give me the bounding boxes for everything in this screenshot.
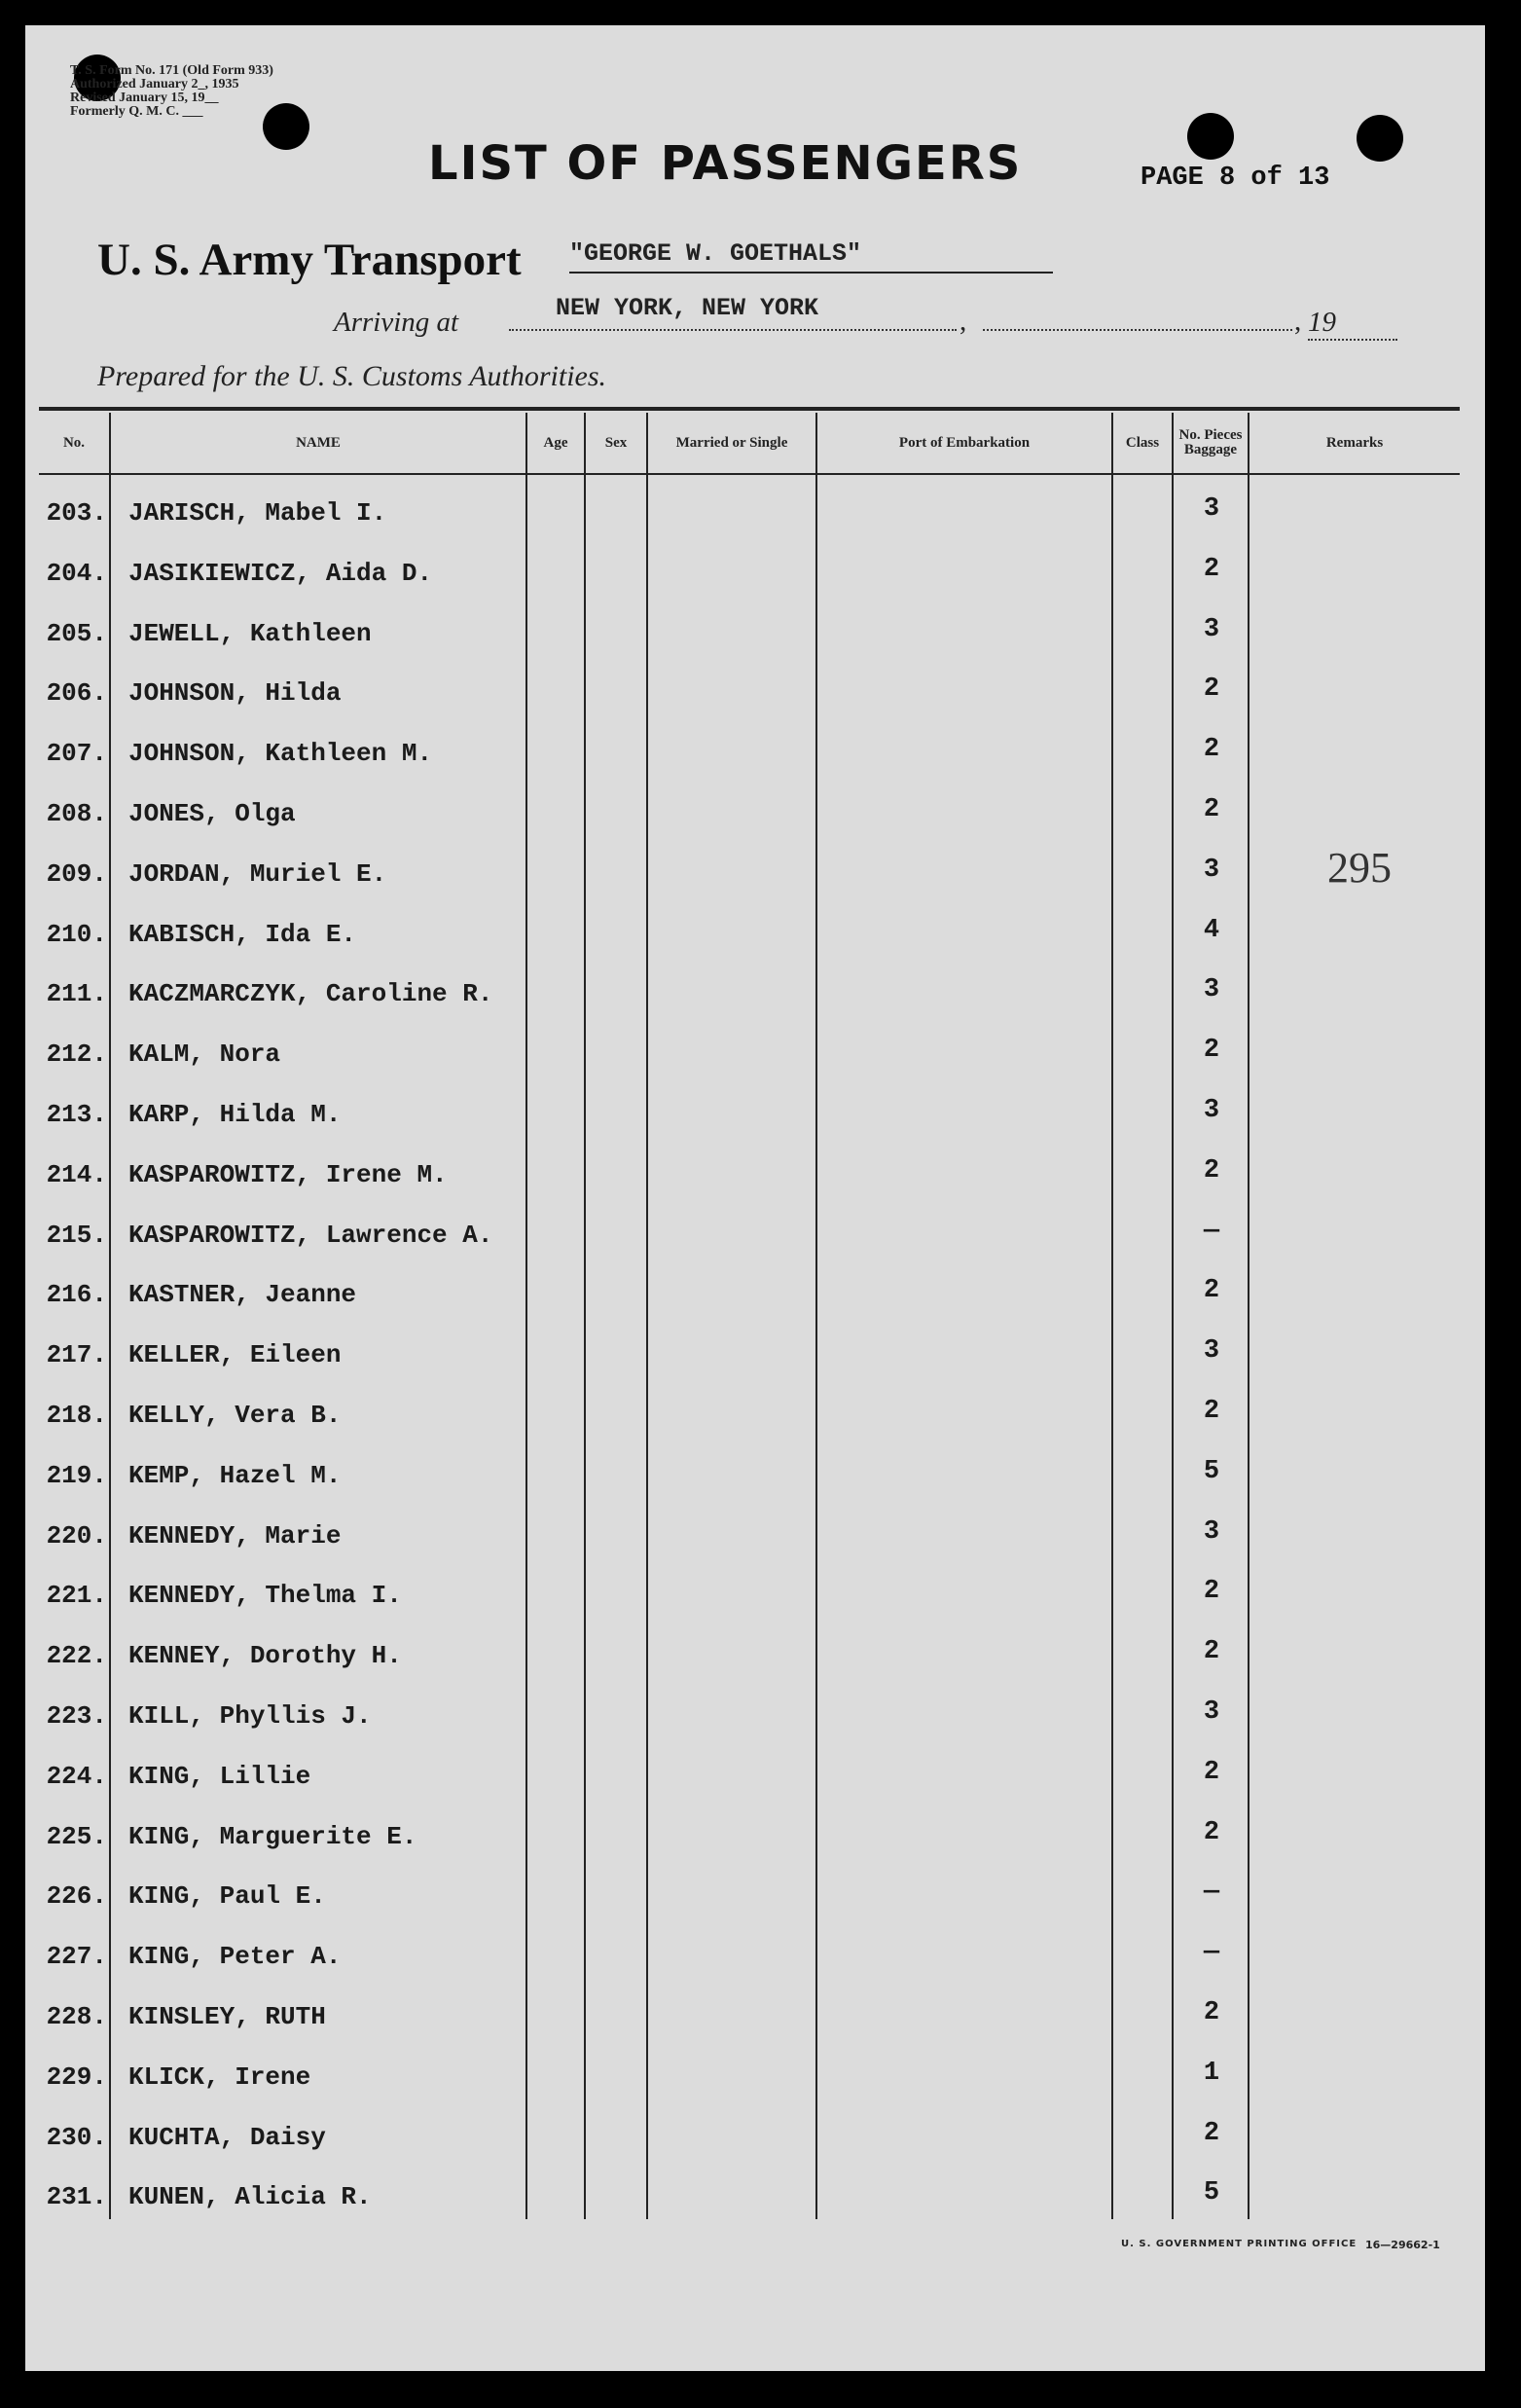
row-number: 218.: [46, 1401, 107, 1430]
row-number: 216.: [46, 1280, 107, 1309]
printer-imprint: U. S. GOVERNMENT PRINTING OFFICE: [1121, 2239, 1358, 2249]
row-number: 212.: [46, 1040, 107, 1069]
row-number: 220.: [46, 1521, 107, 1551]
passenger-name: KELLER, Eileen: [128, 1340, 342, 1369]
column-divider: [525, 413, 527, 2219]
table-top-rule: [39, 407, 1460, 411]
column-divider: [584, 413, 586, 2219]
row-number: 223.: [46, 1701, 107, 1731]
passenger-name: JONES, Olga: [128, 799, 296, 828]
baggage-count: 5: [1203, 2178, 1220, 2207]
passenger-name: KING, Peter A.: [128, 1942, 342, 1971]
passenger-name: JARISCH, Mabel I.: [128, 498, 387, 528]
row-number: 205.: [46, 619, 107, 648]
baggage-count: 4: [1203, 916, 1220, 945]
punch-hole: [1357, 115, 1403, 162]
row-number: 225.: [46, 1822, 107, 1851]
separator-comma: ,: [1294, 306, 1302, 337]
passenger-name: KARP, Hilda M.: [128, 1100, 342, 1129]
column-divider: [109, 413, 111, 2219]
passenger-name: KEMP, Hazel M.: [128, 1461, 342, 1490]
baggage-count: 2: [1203, 1637, 1220, 1666]
form-line: Revised January 15, 19__: [70, 91, 219, 105]
baggage-count: 5: [1203, 1457, 1220, 1486]
prepared-for-line: Prepared for the U. S. Customs Authorities.: [97, 360, 607, 392]
form-line: Formerly Q. M. C. ___: [70, 104, 203, 119]
year-field: 19: [1308, 307, 1397, 341]
form-code: 16—29662-1: [1365, 2239, 1440, 2251]
baggage-count: 1: [1203, 2059, 1220, 2088]
passenger-name: KENNEY, Dorothy H.: [128, 1641, 402, 1670]
passenger-name: KING, Marguerite E.: [128, 1822, 417, 1851]
baggage-count: 2: [1203, 1998, 1220, 2027]
column-header-baggage: No. Pieces Baggage: [1178, 427, 1243, 457]
arriving-place: NEW YORK, NEW YORK: [556, 294, 819, 322]
baggage-count: 3: [1203, 494, 1220, 524]
row-number: 224.: [46, 1762, 107, 1791]
column-header-class: Class: [1125, 434, 1160, 451]
form-line: T. S. Form No. 171 (Old Form 933): [70, 63, 273, 78]
passenger-name: KENNEDY, Marie: [128, 1521, 342, 1551]
row-number: 222.: [46, 1641, 107, 1670]
arriving-label: Arriving at: [334, 307, 459, 338]
row-number: 209.: [46, 859, 107, 889]
column-divider: [815, 413, 817, 2219]
column-header-age: Age: [543, 434, 568, 451]
passenger-name: KABISCH, Ida E.: [128, 920, 357, 949]
baggage-count: 2: [1203, 1276, 1220, 1305]
passenger-name: JASIKIEWICZ, Aida D.: [128, 559, 433, 588]
baggage-count: 2: [1203, 675, 1220, 704]
date-field: [983, 290, 1292, 331]
passenger-name: KENNEDY, Thelma I.: [128, 1581, 402, 1610]
row-number: 211.: [46, 979, 107, 1008]
passenger-name: KALM, Nora: [128, 1040, 281, 1069]
baggage-count: —: [1203, 1217, 1220, 1246]
remark-annotation: 295: [1327, 844, 1392, 892]
column-header-port: Port of Embarkation: [898, 434, 1031, 451]
ship-name: "GEORGE W. GOETHALS": [569, 239, 1053, 274]
passenger-name: KELLY, Vera B.: [128, 1401, 342, 1430]
arriving-place-field: [509, 290, 957, 331]
passenger-name: KING, Lillie: [128, 1762, 311, 1791]
separator-comma: ,: [960, 306, 967, 337]
baggage-count: 2: [1203, 1818, 1220, 1847]
column-divider: [646, 413, 648, 2219]
passenger-name: JORDAN, Muriel E.: [128, 859, 387, 889]
row-number: 229.: [46, 2062, 107, 2092]
baggage-count: 2: [1203, 1397, 1220, 1426]
row-number: 207.: [46, 739, 107, 768]
passenger-name: KINSLEY, RUTH: [128, 2002, 326, 2031]
row-number: 217.: [46, 1340, 107, 1369]
passenger-name: KASPAROWITZ, Lawrence A.: [128, 1221, 493, 1250]
row-number: 210.: [46, 920, 107, 949]
row-number: 208.: [46, 799, 107, 828]
passenger-name: KING, Paul E.: [128, 1881, 326, 1911]
baggage-count: 3: [1203, 856, 1220, 885]
baggage-count: —: [1203, 1938, 1220, 1967]
passenger-name: KASPAROWITZ, Irene M.: [128, 1160, 448, 1189]
row-number: 231.: [46, 2182, 107, 2211]
baggage-count: 3: [1203, 975, 1220, 1004]
passenger-name: JOHNSON, Kathleen M.: [128, 739, 433, 768]
baggage-count: 2: [1203, 1577, 1220, 1606]
row-number: 203.: [46, 498, 107, 528]
row-number: 214.: [46, 1160, 107, 1189]
baggage-count: 2: [1203, 1758, 1220, 1787]
baggage-count: 2: [1203, 1156, 1220, 1186]
punch-hole: [1187, 113, 1234, 160]
table-header-rule: [39, 473, 1460, 475]
baggage-count: 2: [1203, 735, 1220, 764]
transport-label: U. S. Army Transport: [97, 235, 522, 285]
passenger-name: JOHNSON, Hilda: [128, 678, 342, 708]
column-divider: [1111, 413, 1113, 2219]
page-indicator: PAGE 8 of 13: [1141, 164, 1330, 193]
passenger-name: KUCHTA, Daisy: [128, 2123, 326, 2152]
passenger-name: KASTNER, Jeanne: [128, 1280, 357, 1309]
column-header-remarks: Remarks: [1325, 434, 1384, 451]
baggage-count: 3: [1203, 615, 1220, 644]
row-number: 228.: [46, 2002, 107, 2031]
baggage-count: 3: [1203, 1697, 1220, 1727]
passenger-name: KILL, Phyllis J.: [128, 1701, 372, 1731]
column-header-no: No.: [62, 434, 86, 451]
row-number: 221.: [46, 1581, 107, 1610]
baggage-count: 2: [1203, 555, 1220, 584]
baggage-count: 3: [1203, 1096, 1220, 1125]
baggage-count: 2: [1203, 1036, 1220, 1065]
row-number: 206.: [46, 678, 107, 708]
column-header-name: NAME: [296, 434, 341, 451]
passenger-name: KACZMARCZYK, Caroline R.: [128, 979, 493, 1008]
passenger-name: KLICK, Irene: [128, 2062, 311, 2092]
row-number: 226.: [46, 1881, 107, 1911]
passenger-name: KUNEN, Alicia R.: [128, 2182, 372, 2211]
baggage-count: 2: [1203, 795, 1220, 824]
baggage-count: 3: [1203, 1517, 1220, 1547]
column-header-married: Married or Single: [675, 434, 788, 451]
form-line: Authorized January 2_, 1935: [70, 77, 239, 91]
form-number-block: [70, 64, 381, 119]
row-number: 213.: [46, 1100, 107, 1129]
row-number: 215.: [46, 1221, 107, 1250]
baggage-count: 3: [1203, 1336, 1220, 1366]
document-title: LIST OF PASSENGERS: [428, 136, 1023, 191]
row-number: 219.: [46, 1461, 107, 1490]
baggage-count: 2: [1203, 2119, 1220, 2148]
column-header-sex: Sex: [604, 434, 628, 451]
baggage-count: —: [1203, 1878, 1220, 1907]
row-number: 227.: [46, 1942, 107, 1971]
passenger-name: JEWELL, Kathleen: [128, 619, 372, 648]
row-number: 204.: [46, 559, 107, 588]
row-number: 230.: [46, 2123, 107, 2152]
